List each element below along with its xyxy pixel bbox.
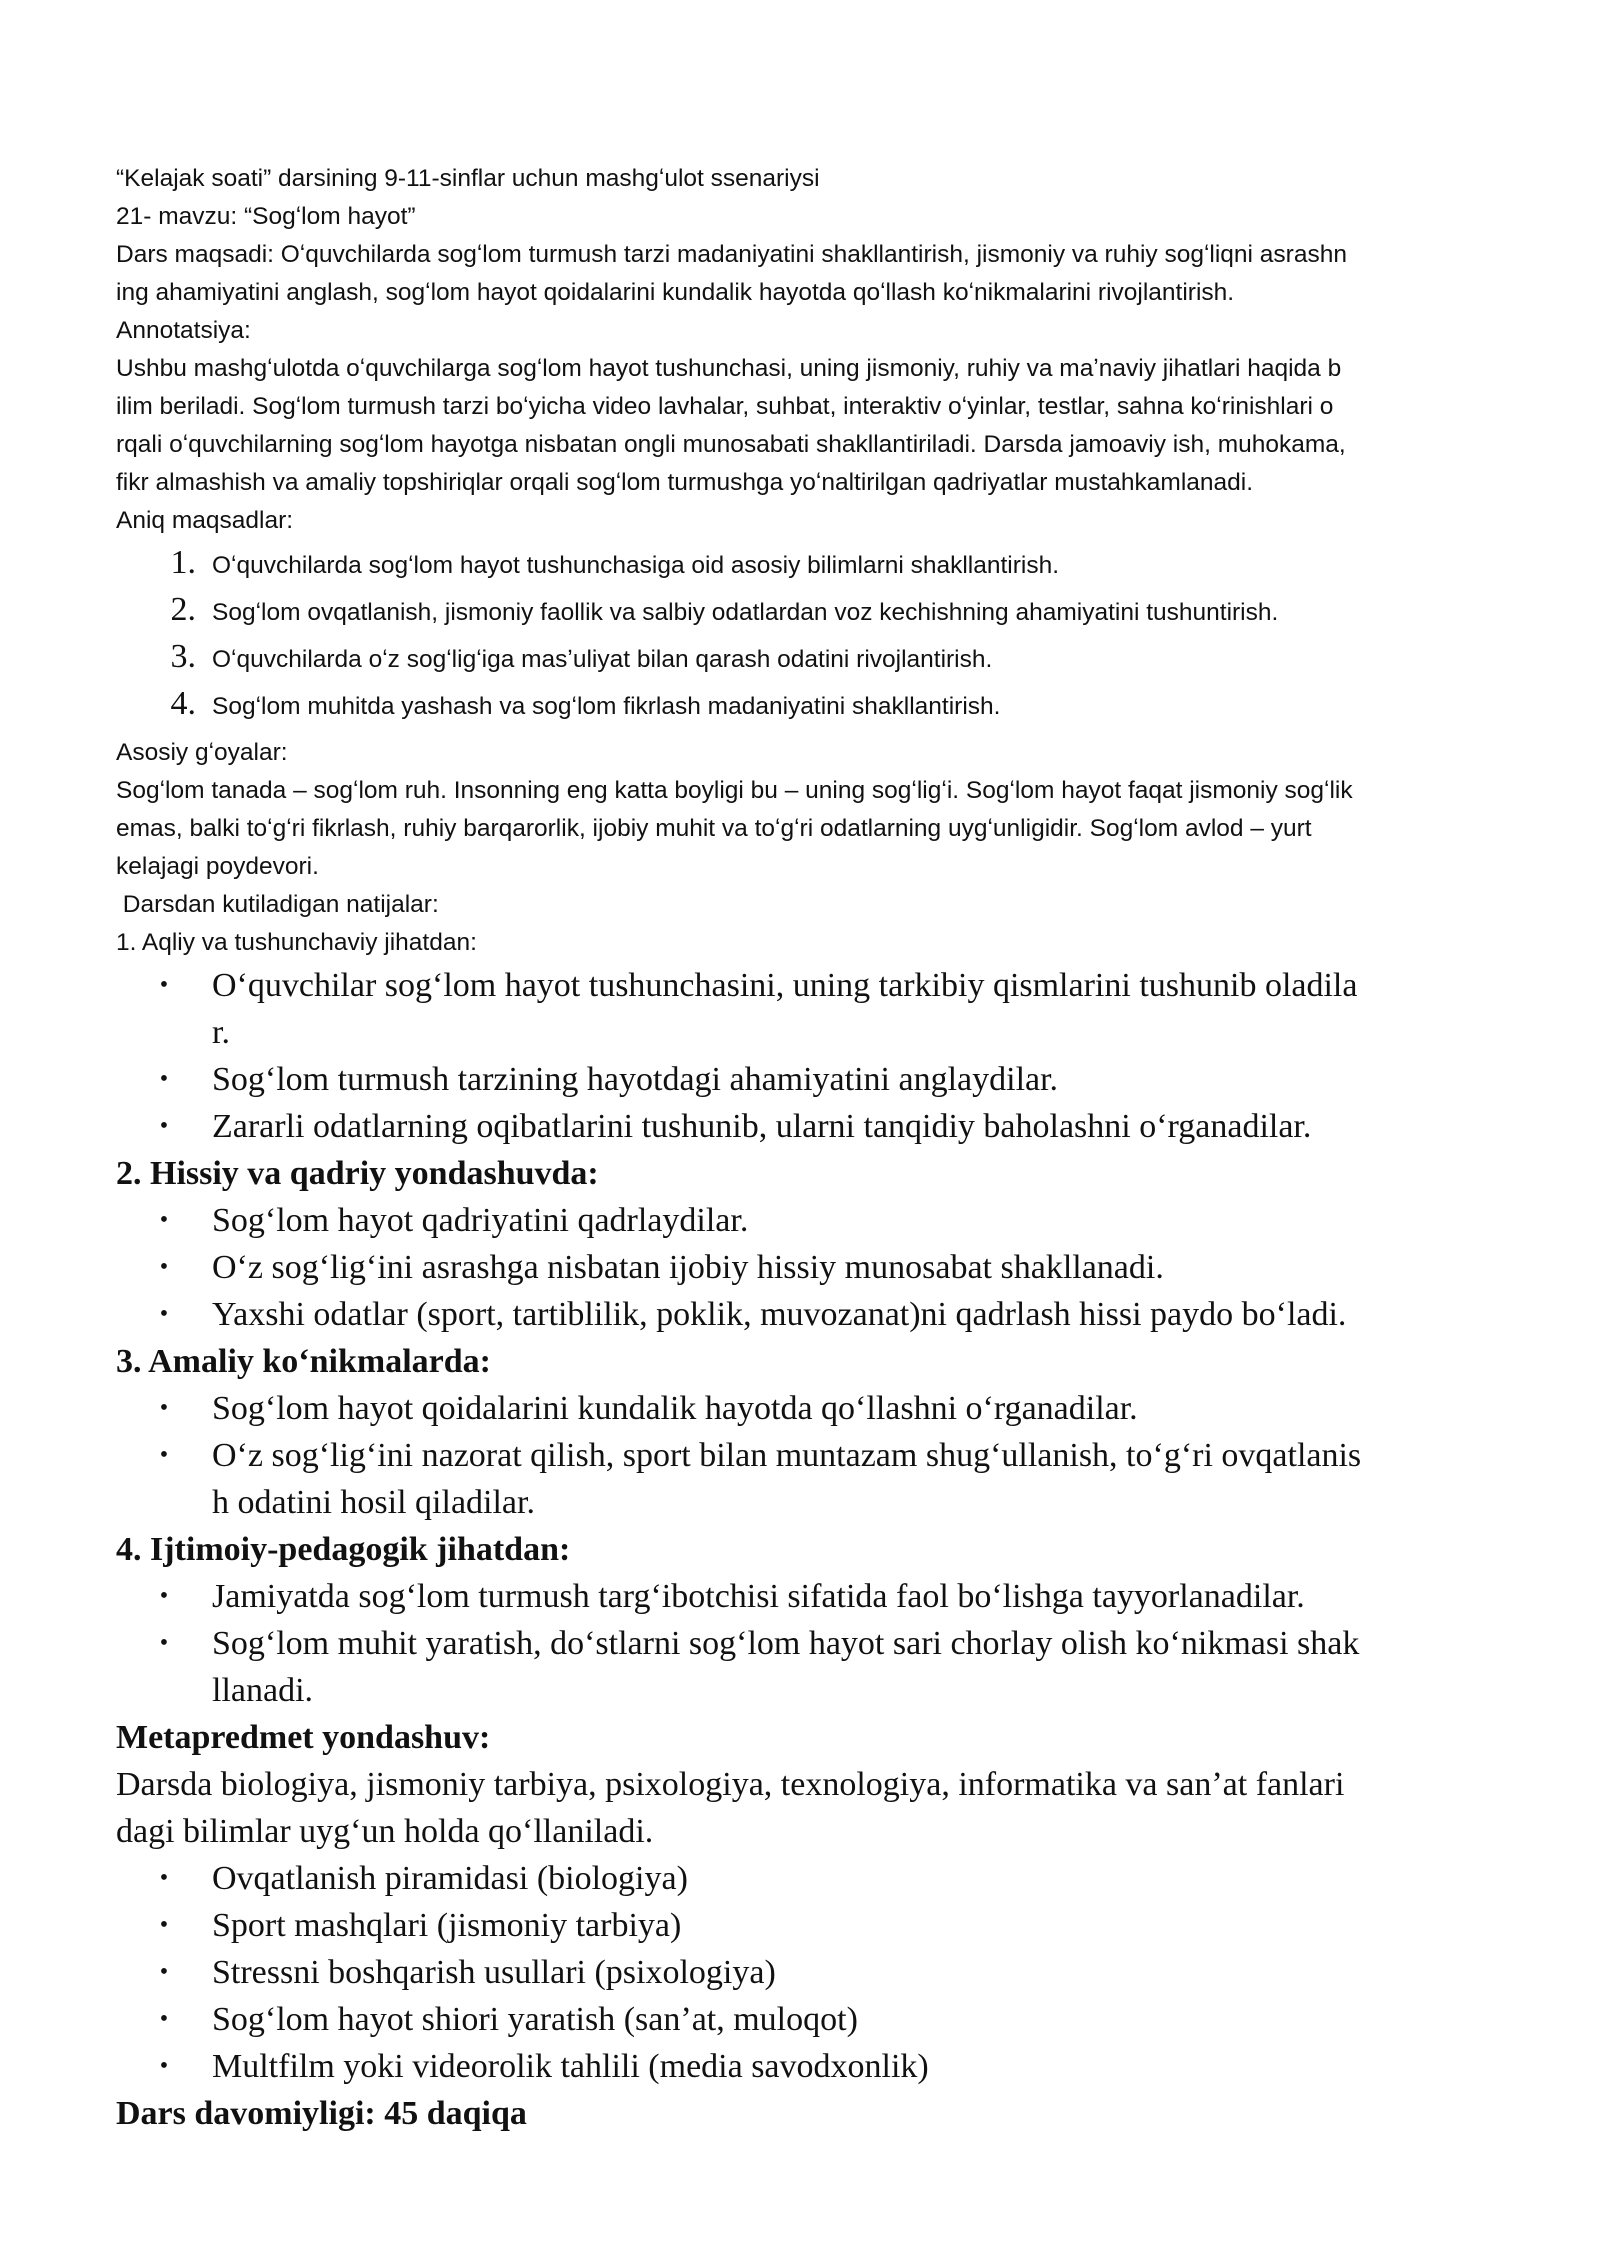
bullet-icon: • <box>159 1113 169 1139</box>
list-text: Oʻz sogʻligʻini asrashga nisbatan ijobiy hissiy munosabat shakllanadi. <box>212 1249 1164 1286</box>
goals-heading: Aniq maqsadlar: <box>116 507 294 534</box>
bullet-icon: • <box>159 1583 169 1609</box>
list-item <box>116 638 1506 685</box>
annotation-line: Ushbu mashgʻulotda oʻquvchilarga sogʻlom hayot tushunchasi, uning jismoniy, ruhiy va maʼnaviy jihatlari haqida b <box>116 355 1342 382</box>
ideas-line: Sogʻlom tanada – sogʻlom ruh. Insonning eng katta boyligi bu – uning sogʻligʻi. Sogʻlom hayot faqat jismoniy sogʻlik <box>116 777 1353 804</box>
list-item <box>116 1996 1506 2043</box>
meta-line: Darsda biologiya, jismoniy tarbiya, psixologiya, texnologiya, informatika va sanʼat fanlari <box>116 1766 1345 1803</box>
bullet-list <box>116 1197 1506 1338</box>
duration-heading: Dars davomiyligi: 45 daqiqa <box>116 2095 527 2132</box>
list-item <box>116 962 1506 1056</box>
bullet-icon: • <box>159 1207 169 1233</box>
list-text: Zararli odatlarning oqibatlarini tushunib, ularni tanqidiy baholashni oʻrganadilar. <box>212 1108 1312 1145</box>
list-text: Sogʻlom muhit yaratish, doʻstlarni sogʻlom hayot sari chorlay olish koʻnikmasi shak <box>212 1625 1360 1662</box>
annotation-line: rqali oʻquvchilarning sogʻlom hayotga nisbatan ongli munosabati shakllantiriladi. Darsda jamoaviy ish, muhokama, <box>116 431 1346 458</box>
bullet-icon: • <box>159 1066 169 1092</box>
bullet-icon: • <box>159 1442 169 1468</box>
list-item <box>116 2043 1506 2090</box>
bullet-icon: • <box>159 1959 169 1985</box>
list-item <box>116 1244 1506 1291</box>
list-text: Oʻquvchilar sogʻlom hayot tushunchasini, uning tarkibiy qismlarini tushunib oladila <box>212 967 1358 1004</box>
bullet-icon: • <box>159 1301 169 1327</box>
list-item <box>116 1902 1506 1949</box>
list-text: r. <box>212 1014 230 1051</box>
list-text: Sogʻlom ovqatlanish, jismoniy faollik va salbiy odatlardan voz kechishning ahamiyatini tushuntirish. <box>212 599 1279 626</box>
bullet-list <box>116 1855 1506 2090</box>
purpose-line: Dars maqsadi: Oʻquvchilarda sogʻlom turmush tarzi madaniyatini shakllantirish, jismoniy va ruhiy sogʻliqni asrashn <box>116 241 1347 268</box>
bullet-icon: • <box>159 1395 169 1421</box>
list-item <box>116 1949 1506 1996</box>
results-heading: Darsdan kutiladigan natijalar: <box>116 891 439 918</box>
list-text: h odatini hosil qiladilar. <box>212 1484 535 1521</box>
list-item <box>116 1573 1506 1620</box>
list-text: Sogʻlom muhitda yashash va sogʻlom fikrlash madaniyatini shakllantirish. <box>212 693 1001 720</box>
list-text: Ovqatlanish piramidasi (biologiya) <box>212 1860 688 1897</box>
list-item <box>116 685 1506 732</box>
ideas-line: kelajagi poydevori. <box>116 853 319 880</box>
topic-title: 21- mavzu: “Sogʻlom hayot” <box>116 203 416 230</box>
list-text: Jamiyatda sogʻlom turmush targʻibotchisi sifatida faol boʻlishga tayyorlanadilar. <box>212 1578 1305 1615</box>
list-text: Oʻz sogʻligʻini nazorat qilish, sport bilan muntazam shugʻullanish, toʻgʻri ovqatlanis <box>212 1437 1362 1474</box>
list-number: 1. <box>170 544 196 581</box>
list-item <box>116 1432 1506 1526</box>
document-page <box>116 160 1506 2137</box>
list-item <box>116 1056 1506 1103</box>
meta-heading: Metapredmet yondashuv: <box>116 1719 491 1756</box>
ideas-line: emas, balki toʻgʻri fikrlash, ruhiy barqarorlik, ijobiy muhit va toʻgʻri odatlarning uygʻunligidir. Sogʻlom avlod – yurt <box>116 815 1312 842</box>
list-item <box>116 1103 1506 1150</box>
section-heading: 1. Aqliy va tushunchaviy jihatdan: <box>116 929 477 956</box>
annotation-line: ilim beriladi. Sogʻlom turmush tarzi boʻyicha video lavhalar, suhbat, interaktiv oʻyinlar, testlar, sahna koʻrinishlari o <box>116 393 1334 420</box>
list-text: Yaxshi odatlar (sport, tartiblilik, poklik, muvozanat)ni qadrlash hissi paydo boʻladi. <box>212 1296 1347 1333</box>
bullet-icon: • <box>159 972 169 998</box>
section-heading: 3. Amaliy koʻnikmalarda: <box>116 1343 491 1380</box>
list-text: llanadi. <box>212 1672 314 1709</box>
annotation-heading: Annotatsiya: <box>116 317 251 344</box>
bullet-icon: • <box>159 1865 169 1891</box>
list-item <box>116 1855 1506 1902</box>
list-text: Sogʻlom hayot qoidalarini kundalik hayotda qoʻllashni oʻrganadilar. <box>212 1390 1138 1427</box>
purpose-line: ing ahamiyatini anglash, sogʻlom hayot qoidalarini kundalik hayotda qoʻllash koʻnikmalarini rivojlantirish. <box>116 279 1235 306</box>
list-number: 4. <box>170 685 196 722</box>
goals-list <box>116 544 1506 732</box>
list-text: Sport mashqlari (jismoniy tarbiya) <box>212 1907 682 1944</box>
list-item <box>116 1197 1506 1244</box>
bullet-icon: • <box>159 2053 169 2079</box>
list-item <box>116 1291 1506 1338</box>
list-text: Sogʻlom hayot shiori yaratish (sanʼat, muloqot) <box>212 2001 858 2038</box>
section-heading: 4. Ijtimoiy-pedagogik jihatdan: <box>116 1531 571 1568</box>
list-text: Multfilm yoki videorolik tahlili (media savodxonlik) <box>212 2048 929 2085</box>
list-number: 3. <box>170 638 196 675</box>
bullet-icon: • <box>159 1912 169 1938</box>
list-text: Oʻquvchilarda sogʻlom hayot tushunchasiga oid asosiy bilimlarni shakllantirish. <box>212 552 1060 579</box>
list-text: Stressni boshqarish usullari (psixologiya) <box>212 1954 776 1991</box>
annotation-line: fikr almashish va amaliy topshiriqlar orqali sogʻlom turmushga yoʻnaltirilgan qadriyatlar mustahkamlanadi. <box>116 469 1254 496</box>
list-text: Sogʻlom turmush tarzining hayotdagi ahamiyatini anglaydilar. <box>212 1061 1059 1098</box>
bullet-icon: • <box>159 1630 169 1656</box>
document-title: “Kelajak soati” darsining 9-11-sinflar uchun mashgʻulot ssenariysi <box>116 165 820 192</box>
list-number: 2. <box>170 591 196 628</box>
list-text: Sogʻlom hayot qadriyatini qadrlaydilar. <box>212 1202 749 1239</box>
bullet-list <box>116 1573 1506 1714</box>
list-item <box>116 591 1506 638</box>
bullet-list <box>116 1385 1506 1526</box>
list-item <box>116 1620 1506 1714</box>
list-text: Oʻquvchilarda oʻz sogʻligʻiga masʼuliyat bilan qarash odatini rivojlantirish. <box>212 646 993 673</box>
bullet-list <box>116 962 1506 1150</box>
list-item <box>116 544 1506 591</box>
bullet-icon: • <box>159 1254 169 1280</box>
meta-line: dagi bilimlar uygʻun holda qoʻllaniladi. <box>116 1813 654 1850</box>
list-item <box>116 1385 1506 1432</box>
ideas-heading: Asosiy gʻoyalar: <box>116 739 288 766</box>
bullet-icon: • <box>159 2006 169 2032</box>
section-heading: 2. Hissiy va qadriy yondashuvda: <box>116 1155 599 1192</box>
